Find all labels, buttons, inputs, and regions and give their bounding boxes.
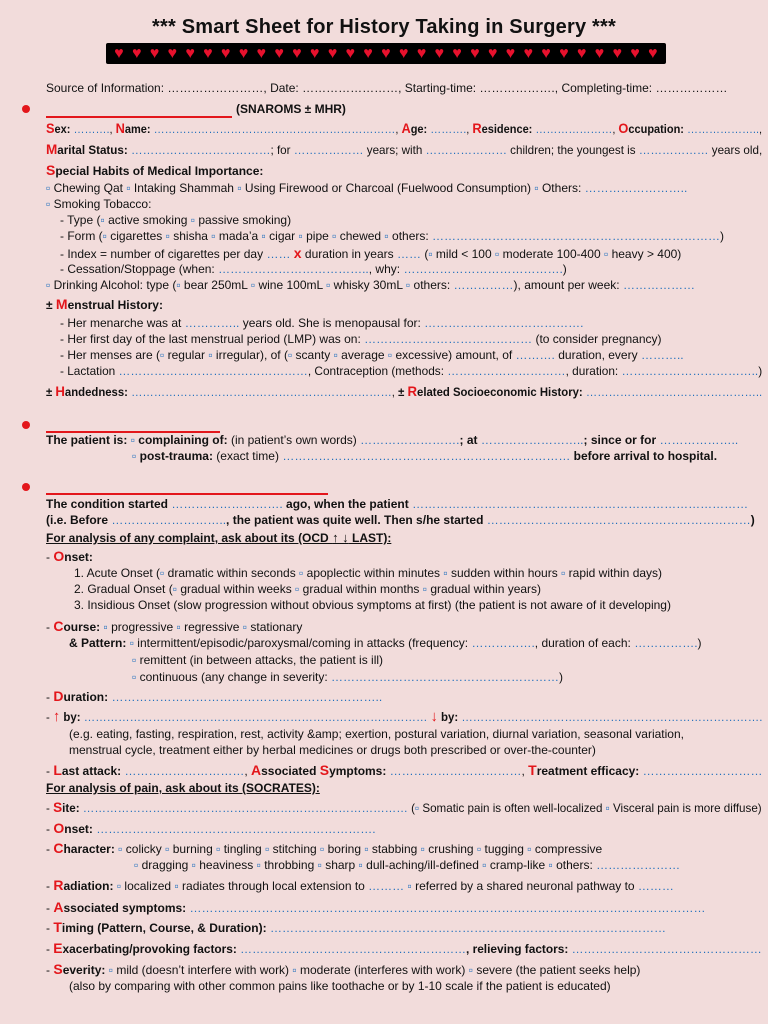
tobacco-type: - Type (▫ active smoking ▫ passive smoking) <box>60 213 292 227</box>
post-trauma-line: ▫ post-trauma: (exact time) ……………………………………………………………… before arrival to hospital. <box>132 449 718 463</box>
heart-icon: ♥ <box>238 44 249 62</box>
course-line: - Course: ▫ progressive ▫ regressive ▫ stationary <box>46 618 303 634</box>
heart-icon: ♥ <box>220 44 231 62</box>
heart-icon: ♥ <box>648 44 658 62</box>
heart-icon: ♥ <box>309 44 320 62</box>
associated-line: - Associated symptoms: ………………………………………………………………………………………………………………… <box>46 899 706 915</box>
menstrual-heading: ± Menstrual History: <box>46 296 163 312</box>
heart-icon: ♥ <box>256 44 267 62</box>
lactation-line: - Lactation …………………………………………, Contraception (methods: …………………………, duration: ……………………………..) <box>60 364 763 378</box>
menarche-line: - Her menarche was at ………….. years old. She is menopausal for: …………………………………. <box>60 316 584 330</box>
onset-insidious: 3. Insidious Onset (slow progression without obvious symptoms at first) (the patient is not aware of it developing) <box>74 598 671 612</box>
examples-line-2: menstrual cycle, treatment either by herbal medicines or drugs both prescribed or over-the-counter) <box>69 743 596 757</box>
pattern-line: & Pattern: ▫ intermittent/episodic/paroxysmal/coming in attacks (frequency: ……………., duration of each: …………….) <box>69 636 702 650</box>
heart-icon: ♥ <box>559 44 569 62</box>
heart-icon: ♥ <box>487 44 498 62</box>
duration-line: - Duration: ………………………………………………………….. <box>46 688 383 704</box>
page-title: *** Smart Sheet for History Taking in Surgery *** <box>152 16 616 38</box>
heart-icon: ♥ <box>594 44 605 62</box>
menses-line: - Her menses are (▫ regular ▫ irregular), of (▫ scanty ▫ average ▫ excessive) amount, of ………. duration, every ……….. <box>60 348 684 362</box>
bullet-icon <box>22 421 30 429</box>
heart-icon: ♥ <box>327 44 338 62</box>
aggravating-line: - ↑ by: ……………………………………………………………………………… ↓ by: ……………………………………………………………………. <box>46 708 763 725</box>
heart-icon: ♥ <box>630 44 640 62</box>
tobacco-line: ▫ Smoking Tobacco: <box>46 197 152 211</box>
heart-icon: ♥ <box>131 44 142 62</box>
bullet-icon <box>22 483 30 491</box>
bullet-icon <box>22 105 30 113</box>
heart-icon: ♥ <box>274 44 284 62</box>
habits-line: ▫ Chewing Qat ▫ Intaking Shammah ▫ Using Firewood or Charcoal (Fuelwood Consumption) ▫ Others: …………………….. <box>46 181 688 195</box>
character-line: - Character: ▫ colicky ▫ burning ▫ tingling ▫ stitching ▫ boring ▫ stabbing ▫ crushing ▫ tugging ▫ compressive <box>46 840 603 856</box>
heart-icon: ♥ <box>203 44 213 62</box>
onset-heading: - Onset: <box>46 548 93 564</box>
exacerbating-line: - Exacerbating/provoking factors: …………………………………………………, relieving factors: ………………………………………… <box>46 940 762 956</box>
heart-icon: ♥ <box>398 44 409 62</box>
heart-icon: ♥ <box>416 44 427 62</box>
snaroms-label: (SNAROMS ± MHR) <box>236 102 346 116</box>
last-line: - Last attack: …………………………, Associated Symptoms: ……………………………, Treatment efficacy: ………………………… <box>46 762 763 778</box>
radiation-line: - Radiation: ▫ localized ▫ radiates through local extension to ……… ▫ referred by a shared neuronal pathway to ……… <box>46 877 674 893</box>
heart-icon: ♥ <box>167 44 178 62</box>
heart-icon: ♥ <box>363 44 373 62</box>
severity-line: - Severity: ▫ mild (doesn’t interfere with work) ▫ moderate (interferes with work) ▫ severe (the patient seeks help) <box>46 961 641 977</box>
severity-line-2: (also by comparing with other common pains like toothache or by 1-10 scale if the patient is educated) <box>69 979 611 993</box>
heart-icon: ♥ <box>149 44 160 62</box>
examples-line: (e.g. eating, fasting, respiration, rest, activity &amp; exertion, postural variation, diurnal variation, seasonal variation, <box>69 727 684 741</box>
patient-line: The patient is: ▫ complaining of: (in patient’s own words) …………………….; at ……………………..; since or for ……………….. <box>46 433 739 447</box>
remittent-line: ▫ remittent (in between attacks, the patient is ill) <box>132 653 384 667</box>
heart-icon: ♥ <box>292 44 302 62</box>
habits-heading: Special Habits of Medical Importance: <box>46 162 264 178</box>
socrates-heading: For analysis of pain, ask about its (SOCRATES): <box>46 781 320 795</box>
heart-icon: ♥ <box>576 44 587 62</box>
handedness-line: ± Handedness: ……………………………………………………………, ± Related Socioeconomic History: ……………………………………….. <box>46 383 763 399</box>
heart-icon: ♥ <box>452 44 462 62</box>
tobacco-form: - Form (▫ cigarettes ▫ shisha ▫ mada’a ▫ cigar ▫ pipe ▫ chewed ▫ others: ………………………………………………………………) <box>60 229 725 243</box>
marital-line: Marital Status: ………………………………; for ……………… years; with ………………… children; the youngest is ……………… years old, <box>46 141 763 157</box>
onset-gradual: 2. Gradual Onset (▫ gradual within weeks ▫ gradual within months ▫ gradual within years) <box>74 582 542 596</box>
tobacco-index: - Index = number of cigarettes per day …… x duration in years …… (▫ mild < 100 ▫ moderate 100-400 ▫ heavy > 400) <box>60 245 682 261</box>
site-line: - Site: ………………………………………………………………………… (▫ Somatic pain is often well-localized ▫ Visceral pain is more diffuse) <box>46 799 762 815</box>
source-line: Source of Information: ……………………, Date: ……………………, Starting-time: ………………., Completing-time: ……………… <box>46 81 728 95</box>
heart-icon: ♥ <box>505 44 516 62</box>
heart-icon: ♥ <box>612 44 622 62</box>
blank-line <box>46 493 328 495</box>
hearts-banner <box>106 43 666 64</box>
lmp-line: - Her first day of the last menstrual period (LMP) was on: …………………………………… (to consider pregnancy) <box>60 332 662 346</box>
heart-icon: ♥ <box>345 44 355 62</box>
condition-line: The condition started ………………………. ago, when the patient ………………………………………………………………………… <box>46 497 749 511</box>
alcohol-line: ▫ Drinking Alcohol: type (▫ bear 250mL ▫ wine 100mL ▫ whisky 30mL ▫ others: ……………), amount per week: ……………… <box>46 278 695 292</box>
timing-line: - Timing (Pattern, Course, & Duration): ……………………………………………………………………………………… <box>46 919 666 935</box>
heart-icon: ♥ <box>523 44 533 62</box>
heart-icon: ♥ <box>541 44 551 62</box>
heart-icon: ♥ <box>470 44 480 62</box>
heart-icon: ♥ <box>381 44 391 62</box>
heart-icon: ♥ <box>434 44 444 62</box>
heart-icon: ♥ <box>114 44 124 62</box>
sex-line: Sex: ………., Name: …………………………………………………………, Age: ………., Residence: …………………, Occupation: ……………….., <box>46 120 763 136</box>
heart-icon: ♥ <box>185 44 195 62</box>
continuous-line: ▫ continuous (any change in severity: …………………………………………………) <box>132 670 564 684</box>
condition-line-2: (i.e. Before ……………………….., the patient was quite well. Then s/he started …………………………………………………………) <box>46 513 755 527</box>
pain-onset-line: - Onset: ……………………………………………………………. <box>46 820 376 836</box>
character-line-2: ▫ dragging ▫ heaviness ▫ throbbing ▫ sharp ▫ dull-aching/ill-defined ▫ cramp-like ▫ others: ………………… <box>134 858 681 872</box>
tobacco-cessation: - Cessation/Stoppage (when: ……………………………….., why: ………………………………….) <box>60 262 567 276</box>
onset-acute: 1. Acute Onset (▫ dramatic within seconds ▫ apoplectic within minutes ▫ sudden within hours ▫ rapid within days) <box>74 566 663 580</box>
blank-line <box>46 116 232 118</box>
ocd-heading: For analysis of any complaint, ask about its (OCD ↑ ↓ LAST): <box>46 530 392 545</box>
